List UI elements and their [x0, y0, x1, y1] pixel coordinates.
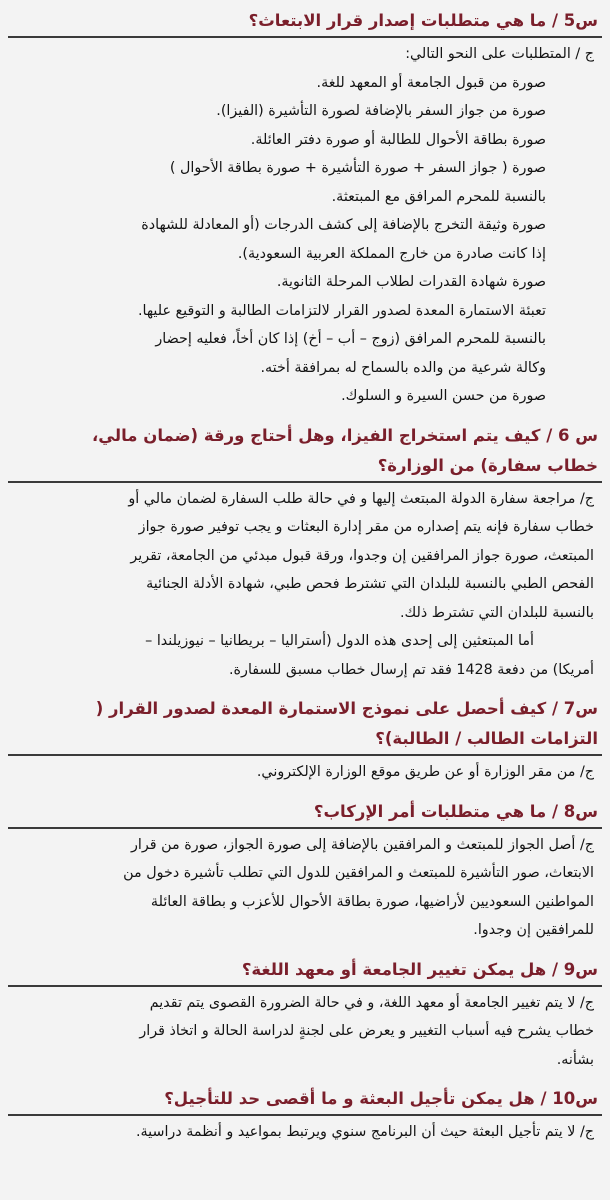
- answer-line: للمرافقين إن وجدوا.: [473, 922, 594, 938]
- faq-item-q8: [8, 795, 602, 945]
- requirement-line: صورة من جواز السفر بالإضافة لصورة التأشيرة (الفيزا).: [216, 103, 546, 119]
- question-line: التزامات الطالب / الطالبة)؟: [375, 729, 598, 748]
- requirement-line: صورة من قبول الجامعة أو المعهد للغة.: [316, 74, 546, 91]
- faq-item-q5: [8, 4, 602, 411]
- question-heading: س9 / هل يمكن تغيير الجامعة أو معهد اللغة؟: [241, 959, 598, 979]
- answer-line: الفحص الطبي بالنسبة للبلدان التي تشترط فحص طبي، شهادة الأدلة الجنائية: [146, 576, 594, 592]
- requirement-line: إذا كانت صادرة من خارج المملكة العربية السعودية).: [237, 245, 546, 262]
- answer-block: [8, 481, 602, 685]
- answer-line: ج/ أصل الجواز للمبتعث و المرافقين بالإضافة إلى صورة الجواز، صورة من قرار: [130, 836, 594, 853]
- requirement-line: بالنسبة للمحرم المرافق (زوج – أب – أخ) إذا كان أخاً، فعليه إحضار: [155, 331, 546, 347]
- requirement-line: صورة شهادة القدرات لطلاب المرحلة الثانوية.: [276, 274, 546, 290]
- answer-block: [8, 827, 602, 945]
- answer-line: الابتعاث، صور التأشيرة للمبتعث و المرافقين للدول التي تطلب تأشيرة دخول من: [123, 865, 594, 881]
- requirement-line: تعبئة الاستمارة المعدة لصدور القرار لالتزامات الطالبة و التوقيع عليها.: [137, 302, 546, 319]
- faq-item-q9: [8, 953, 602, 1075]
- answer-line: بشأنه.: [556, 1051, 594, 1068]
- answer-line: ج/ مراجعة سفارة الدولة المبتعث إليها و في حالة طلب السفارة لضمان مالي أو: [128, 490, 594, 507]
- requirement-line: بالنسبة للمحرم المرافق مع المبتعثة.: [331, 188, 546, 205]
- question-heading: [8, 419, 602, 481]
- answer-line: خطاب سفارة فإنه يتم إصداره من مقر إدارة البعثات و يجب توفير صورة جواز: [138, 519, 594, 535]
- answer-line: ج/ من مقر الوزارة أو عن طريق موقع الوزارة الإلكتروني.: [256, 764, 594, 780]
- requirement-line: صورة بطاقة الأحوال للطالبة أو صورة دفتر العائلة.: [250, 131, 546, 148]
- answer-block: [8, 754, 602, 787]
- answer-block: [8, 36, 602, 411]
- answer-line: أما المبتعثين إلى إحدى هذه الدول (أستراليا – بريطانيا – نيوزيلندا –: [145, 633, 534, 649]
- requirement-line: وكالة شرعية من والده بالسماح له بمرافقة أخته.: [260, 359, 546, 376]
- question-heading: س8 / ما هي متطلبات أمر الإركاب؟: [313, 801, 598, 821]
- answer-intro: ج / المتطلبات على النحو التالي:: [405, 46, 594, 62]
- faq-item-q6: [8, 419, 602, 685]
- requirement-line: صورة ( جواز السفر + صورة التأشيرة + صورة بطاقة الأحوال ): [169, 160, 546, 176]
- answer-block: [8, 985, 602, 1075]
- answer-line: ج/ لا يتم تغيير الجامعة أو معهد اللغة، و في حالة الضرورة القصوى يتم تقديم: [149, 994, 594, 1011]
- question-heading: س5 / ما هي متطلبات إصدار قرار الابتعاث؟: [248, 11, 598, 30]
- answer-line: بالنسبة للبلدان التي تشترط ذلك.: [399, 604, 594, 621]
- question-heading: [8, 692, 602, 754]
- answer-line: أمريكا) من دفعة 1428 فقد تم إرسال خطاب مسبق للسفارة.: [229, 661, 594, 678]
- answer-line: خطاب يشرح فيه أسباب التغيير و يعرض على لجنةٍ لدراسة الحالة و اتخاذ قرار: [139, 1023, 594, 1039]
- answer-block: [8, 1114, 602, 1147]
- answer-line: المبتعث، صورة جواز المرافقين إن وجدوا، ورقة قبول مبدئي من الجامعة، تقرير: [130, 547, 594, 564]
- answer-note: [14, 627, 594, 656]
- requirement-line: صورة وثيقة التخرج بالإضافة إلى كشف الدرجات (أو المعادلة للشهادة: [141, 217, 546, 233]
- question-line: خطاب سفارة) من الوزارة؟: [377, 455, 598, 475]
- answer-line: ج/ لا يتم تأجيل البعثة حيث أن البرنامج سنوي ويرتبط بمواعيد و أنظمة دراسية.: [135, 1124, 594, 1140]
- answer-line: المواطنين السعوديين لأراضيها، صورة بطاقة الأحوال للأعزب و بطاقة العائلة: [150, 893, 594, 910]
- question-line: س 6 / كيف يتم استخراج الفيزا، وهل أحتاج ورقة (ضمان مالي،: [91, 425, 598, 445]
- faq-item-q7: [8, 692, 602, 787]
- faq-item-q10: [8, 1082, 602, 1147]
- question-line: س7 / كيف أحصل على نموذج الاستمارة المعدة لصدور القرار (: [95, 699, 598, 718]
- question-heading: س10 / هل يمكن تأجيل البعثة و ما أقصى حد للتأجيل؟: [164, 1089, 598, 1108]
- requirement-line: صورة من حسن السيرة و السلوك.: [341, 388, 546, 404]
